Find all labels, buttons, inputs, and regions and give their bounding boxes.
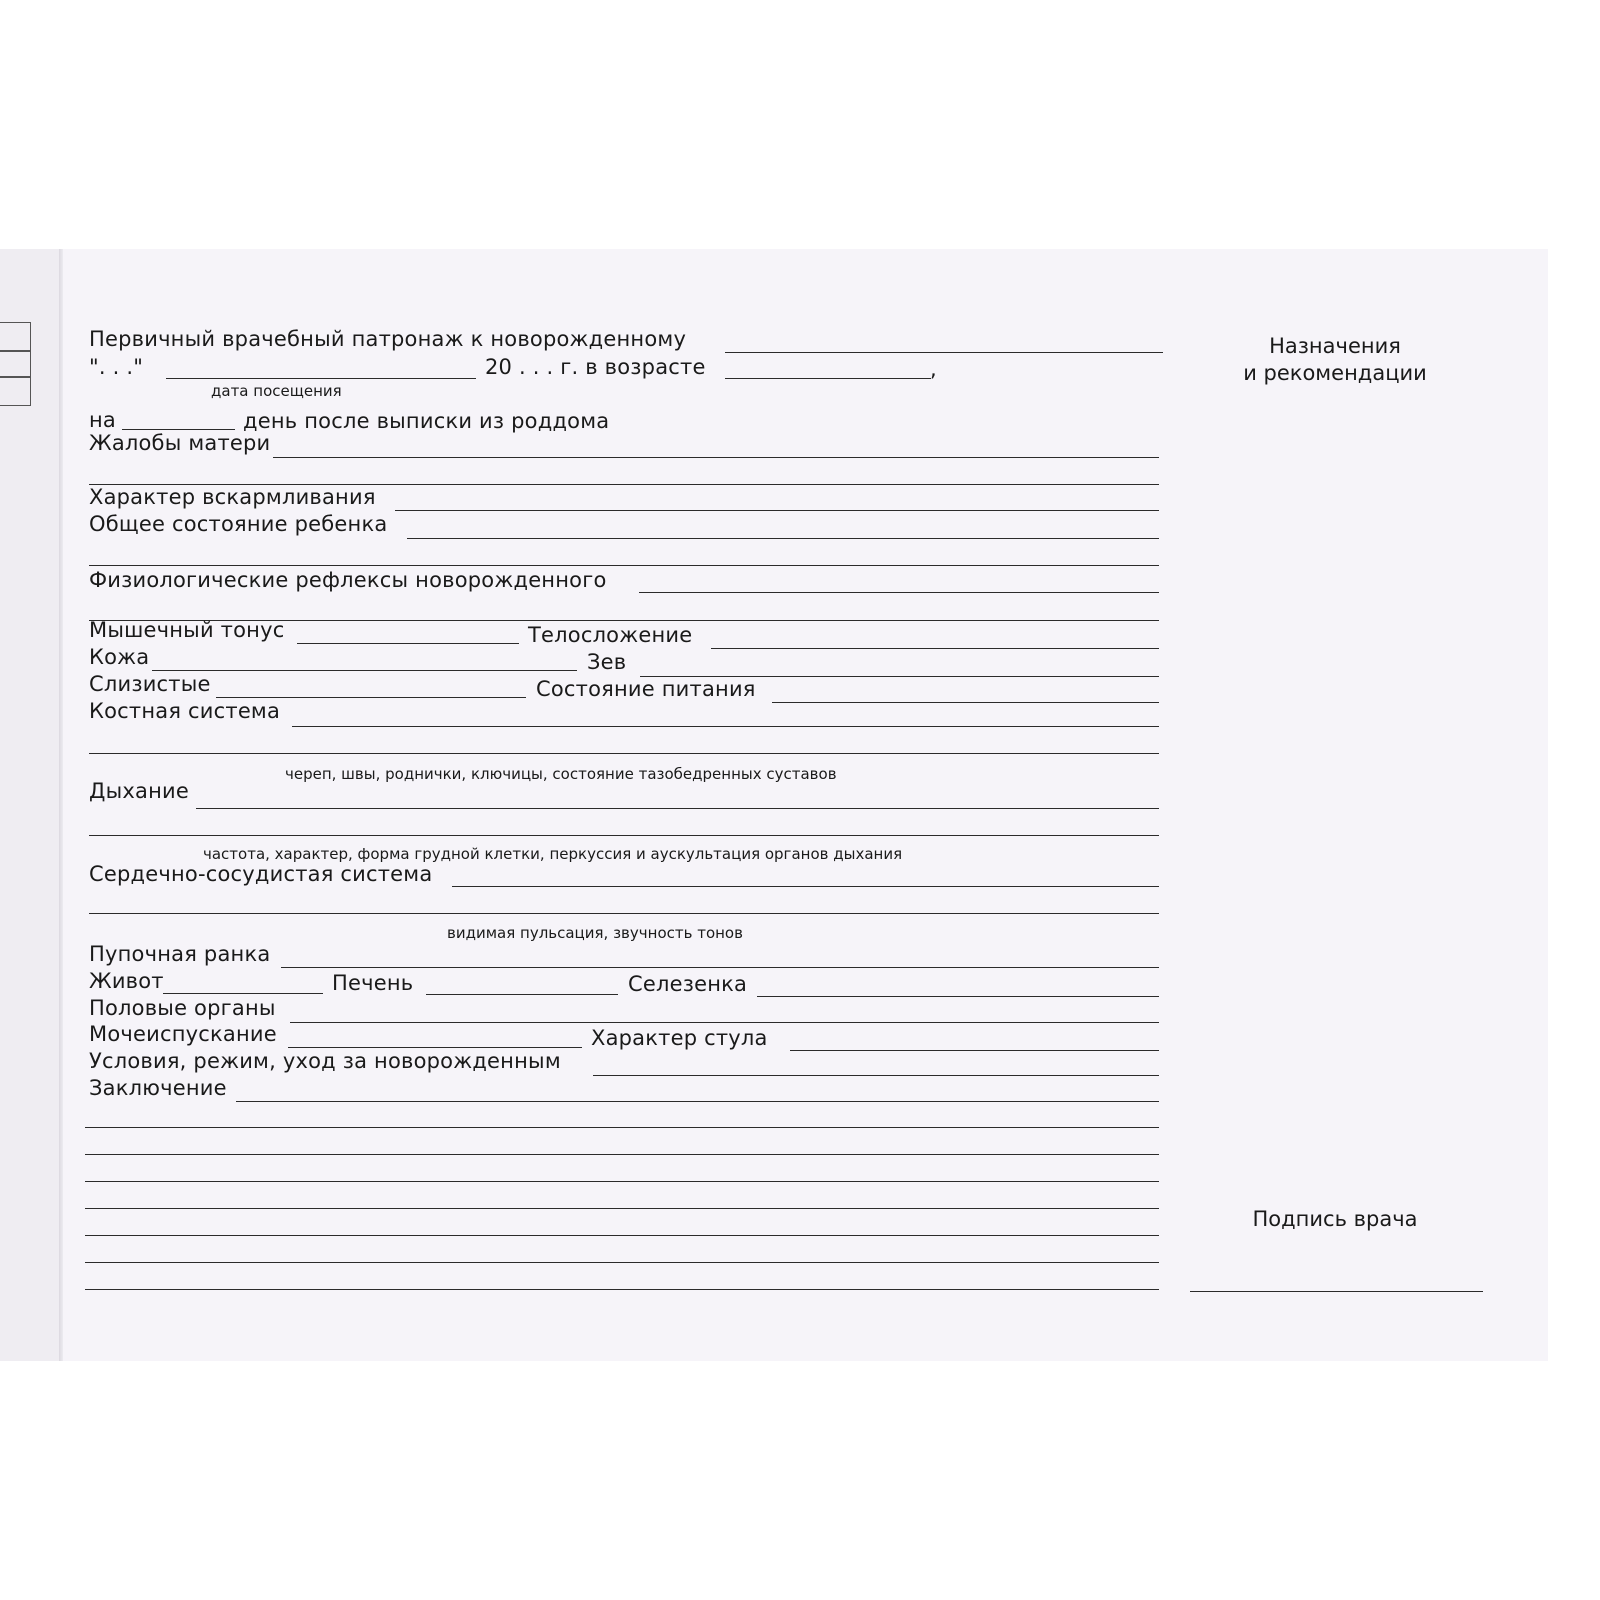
umbilical-label: Пупочная ранка	[89, 942, 271, 966]
day-suffix: день после выписки из роддома	[243, 409, 610, 433]
age-fill-line[interactable]	[725, 378, 931, 379]
conclusion-fill-line-8[interactable]	[85, 1289, 1159, 1290]
left-page-box	[0, 350, 31, 378]
genitals-label: Половые органы	[89, 996, 276, 1020]
date-quote: ". . ."	[89, 355, 144, 379]
urination-label: Мочеиспускание	[89, 1022, 277, 1046]
abdomen-label: Живот	[89, 969, 164, 993]
general-state-label: Общее состояние ребенка	[89, 512, 388, 536]
reflexes-fill-line[interactable]	[639, 592, 1159, 593]
general-state-fill-line-2[interactable]	[89, 565, 1159, 566]
feeding-fill-line[interactable]	[395, 510, 1159, 511]
cardio-label: Сердечно-сосудистая система	[89, 862, 433, 886]
bone-system-fill-line[interactable]	[292, 726, 1159, 727]
complaints-fill-line[interactable]	[273, 457, 1159, 458]
left-page-box	[0, 376, 31, 406]
liver-label: Печень	[332, 971, 414, 995]
breathing-fill-line[interactable]	[196, 808, 1159, 809]
breathing-fill-line-2[interactable]	[89, 835, 1159, 836]
nutrition-label: Состояние питания	[536, 677, 756, 701]
reflexes-label: Физиологические рефлексы новорожденного	[89, 568, 607, 592]
recommendations-heading-line2: и рекомендации	[1243, 361, 1427, 385]
muscle-tone-label: Мышечный тонус	[89, 618, 285, 642]
spleen-label: Селезенка	[628, 972, 748, 996]
stool-label: Характер стула	[591, 1026, 768, 1050]
recommendations-heading-line1: Назначения	[1269, 334, 1401, 358]
liver-fill-line[interactable]	[426, 994, 618, 995]
genitals-fill-line[interactable]	[290, 1022, 1159, 1023]
skin-fill-line[interactable]	[152, 670, 577, 671]
conditions-label: Условия, режим, уход за новорожденным	[89, 1049, 561, 1073]
body-build-label: Телосложение	[528, 623, 693, 647]
body-build-fill-line[interactable]	[711, 648, 1159, 649]
conclusion-fill-line-3[interactable]	[85, 1154, 1159, 1155]
cardio-fill-line[interactable]	[452, 886, 1159, 887]
breathing-label: Дыхание	[89, 779, 189, 803]
left-page-box	[0, 322, 31, 352]
stool-fill-line[interactable]	[790, 1050, 1159, 1051]
abdomen-fill-line[interactable]	[163, 993, 323, 994]
umbilical-fill-line[interactable]	[281, 967, 1159, 968]
conclusion-fill-line-7[interactable]	[85, 1262, 1159, 1263]
book-spine	[59, 249, 63, 1361]
general-state-fill-line[interactable]	[407, 538, 1159, 539]
conclusion-fill-line[interactable]	[236, 1101, 1159, 1102]
mucosa-fill-line[interactable]	[216, 697, 526, 698]
doctor-signature-line[interactable]	[1190, 1291, 1483, 1292]
conclusion-fill-line-4[interactable]	[85, 1181, 1159, 1182]
complaints-label: Жалобы матери	[89, 431, 271, 455]
cardio-caption: видимая пульсация, звучность тонов	[447, 924, 743, 942]
cardio-fill-line-2[interactable]	[89, 913, 1159, 914]
day-prefix: на	[89, 408, 116, 432]
conclusion-fill-line-6[interactable]	[85, 1235, 1159, 1236]
throat-label: Зев	[587, 650, 627, 674]
bone-system-fill-line-2[interactable]	[89, 753, 1159, 754]
date-caption: дата посещения	[211, 382, 342, 400]
doctor-signature-label: Подпись врача	[1252, 1207, 1418, 1231]
conclusion-fill-line-5[interactable]	[85, 1208, 1159, 1209]
form-sheet	[0, 249, 1548, 1361]
bone-caption: череп, швы, роднички, ключицы, состояние тазобедренных суставов	[285, 765, 837, 783]
mucosa-label: Слизистые	[89, 672, 211, 696]
breathing-caption: частота, характер, форма грудной клетки, перкуссия и аускультация органов дыхания	[203, 845, 903, 863]
feeding-label: Характер вскармливания	[89, 485, 376, 509]
left-page-edge	[0, 249, 59, 1361]
comma: ,	[930, 357, 937, 381]
date-fill-line[interactable]	[166, 378, 476, 379]
urination-fill-line[interactable]	[288, 1047, 582, 1048]
skin-label: Кожа	[89, 645, 150, 669]
form-title: Первичный врачебный патронаж к новорожденному	[89, 327, 687, 351]
nutrition-fill-line[interactable]	[772, 702, 1159, 703]
conclusion-fill-line-2[interactable]	[85, 1127, 1159, 1128]
day-fill-line[interactable]	[122, 429, 235, 430]
title-fill-line[interactable]	[725, 352, 1163, 353]
conclusion-label: Заключение	[89, 1076, 227, 1100]
spleen-fill-line[interactable]	[757, 996, 1159, 997]
year-label: 20 . . . г. в возрасте	[485, 355, 706, 379]
conditions-fill-line[interactable]	[593, 1075, 1159, 1076]
bone-system-label: Костная система	[89, 699, 281, 723]
muscle-tone-fill-line[interactable]	[297, 643, 519, 644]
